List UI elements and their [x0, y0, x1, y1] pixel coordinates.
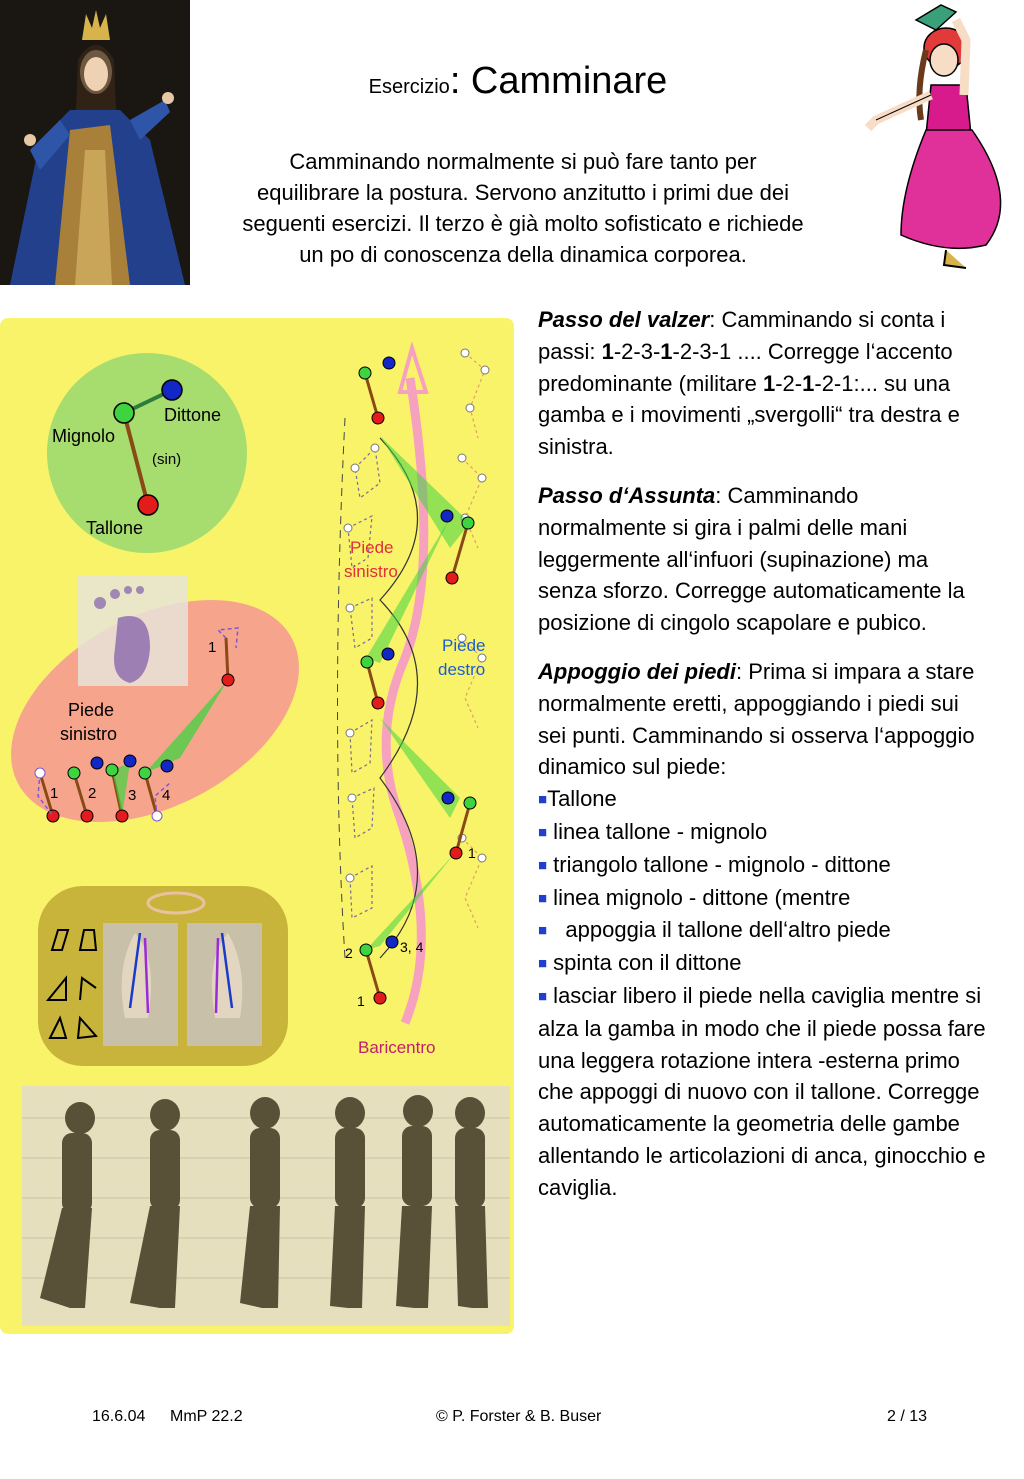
bullet-item: ■ spinta con il dittone — [538, 950, 742, 976]
intro-paragraph: Camminando normalmente si può fare tanto per equilibrare la postura. Servono anzitutto i primi due dei seguenti esercizi. Il terzo è già molto sofisticato e richiede un po di conoscenza della dinamica corporea. — [242, 149, 804, 267]
exercise-text-column — [538, 304, 988, 1204]
dancer-illustration — [846, 0, 1024, 275]
section-appoggio: Appoggio dei piedi: Prima si impara a stare normalmente eretti, appoggiando i piedi sui sei punti. Camminando si osserva l‘appoggio dinamico sul piede: — [538, 658, 975, 780]
label-dittone: Dittone — [164, 405, 222, 425]
step-number-top: 1 — [208, 639, 217, 656]
bullet-item: ■ triangolo tallone - mignolo - dittone — [538, 851, 891, 877]
mignolo-point — [114, 403, 134, 423]
step-number-3: 3 — [128, 787, 137, 804]
valzer-title: Passo del valzer — [538, 307, 710, 332]
walking-diagram — [0, 318, 514, 1334]
baricentro-label: Baricentro — [358, 1038, 436, 1057]
label-sin: (sin) — [152, 451, 182, 468]
label-mignolo: Mignolo — [52, 426, 116, 446]
path-label-sinistro: sinistro — [344, 562, 398, 581]
footer-code: MmP 22.2 — [170, 1408, 243, 1425]
step-number-1: 1 — [50, 785, 59, 802]
path-label-piede-left: Piede — [350, 538, 394, 557]
path-step-1a: 1 — [468, 845, 476, 861]
path-label-destro: destro — [438, 660, 486, 679]
step-number-2: 2 — [88, 785, 97, 802]
tallone-point — [138, 495, 158, 515]
assunta-title: Passo d‘Assunta — [538, 482, 716, 508]
page-footer — [0, 1408, 1024, 1432]
footer-copyright: © P. Forster & B. Buser — [436, 1408, 602, 1425]
path-step-1b: 1 — [357, 993, 365, 1009]
label-tallone: Tallone — [86, 518, 144, 538]
path-label-piede-right: Piede — [442, 636, 486, 655]
section-valzer: Passo del valzer: Camminando si conta i passi: 1-2-3-1-2-3-1 .... Corregge l‘accento predominante (militare 1-2-1-2-1:... su una gamba e i movimenti „svergolli“ tra destra e sinistra. — [538, 307, 960, 460]
path-step-2: 2 — [345, 945, 353, 961]
bullet-item: ■ linea tallone - mignolo — [538, 818, 768, 844]
dittone-point — [162, 380, 182, 400]
footer-page-number: 2 / 13 — [887, 1408, 928, 1425]
appoggio-title: Appoggio dei piedi — [538, 658, 736, 684]
madonna-statue-image — [0, 0, 190, 285]
footer-date: 16.6.04 — [92, 1408, 146, 1425]
foot-points-circle — [47, 353, 247, 553]
title-prefix: Esercizio — [368, 76, 450, 98]
bullet-item: ■ linea mignolo - dittone (mentre — [538, 884, 851, 910]
page-title — [190, 60, 846, 103]
title-main: : Camminare — [449, 60, 668, 102]
step-number-4: 4 — [162, 787, 171, 804]
section-assunta: Passo d‘Assunta: Camminando normalmente si gira i palmi delle mani leggermente all‘infuori (supinazione) ma senza sforzo. Corregge automaticamente la posizione di cingolo scapolare e pubico. — [538, 482, 965, 636]
bullet-item: ■ appoggia il tallone dell‘altro piede — [538, 917, 891, 943]
bullet-item: ■Tallone — [538, 786, 617, 812]
path-step-34: 3, 4 — [400, 939, 424, 955]
ellipse-label-piede: Piede — [68, 700, 115, 720]
bullet-item: ■ lasciar libero il piede nella caviglia mentre si alza la gamba in modo che il piede possa fare una leggera rotazione intera -esterna primo che appoggi di nuovo con il tallone. Corregge automaticamente la geometria delle gambe allentando le articolazioni di anca, ginocchio e caviglia. — [538, 982, 986, 1200]
ellipse-label-sinistro: sinistro — [60, 724, 118, 744]
